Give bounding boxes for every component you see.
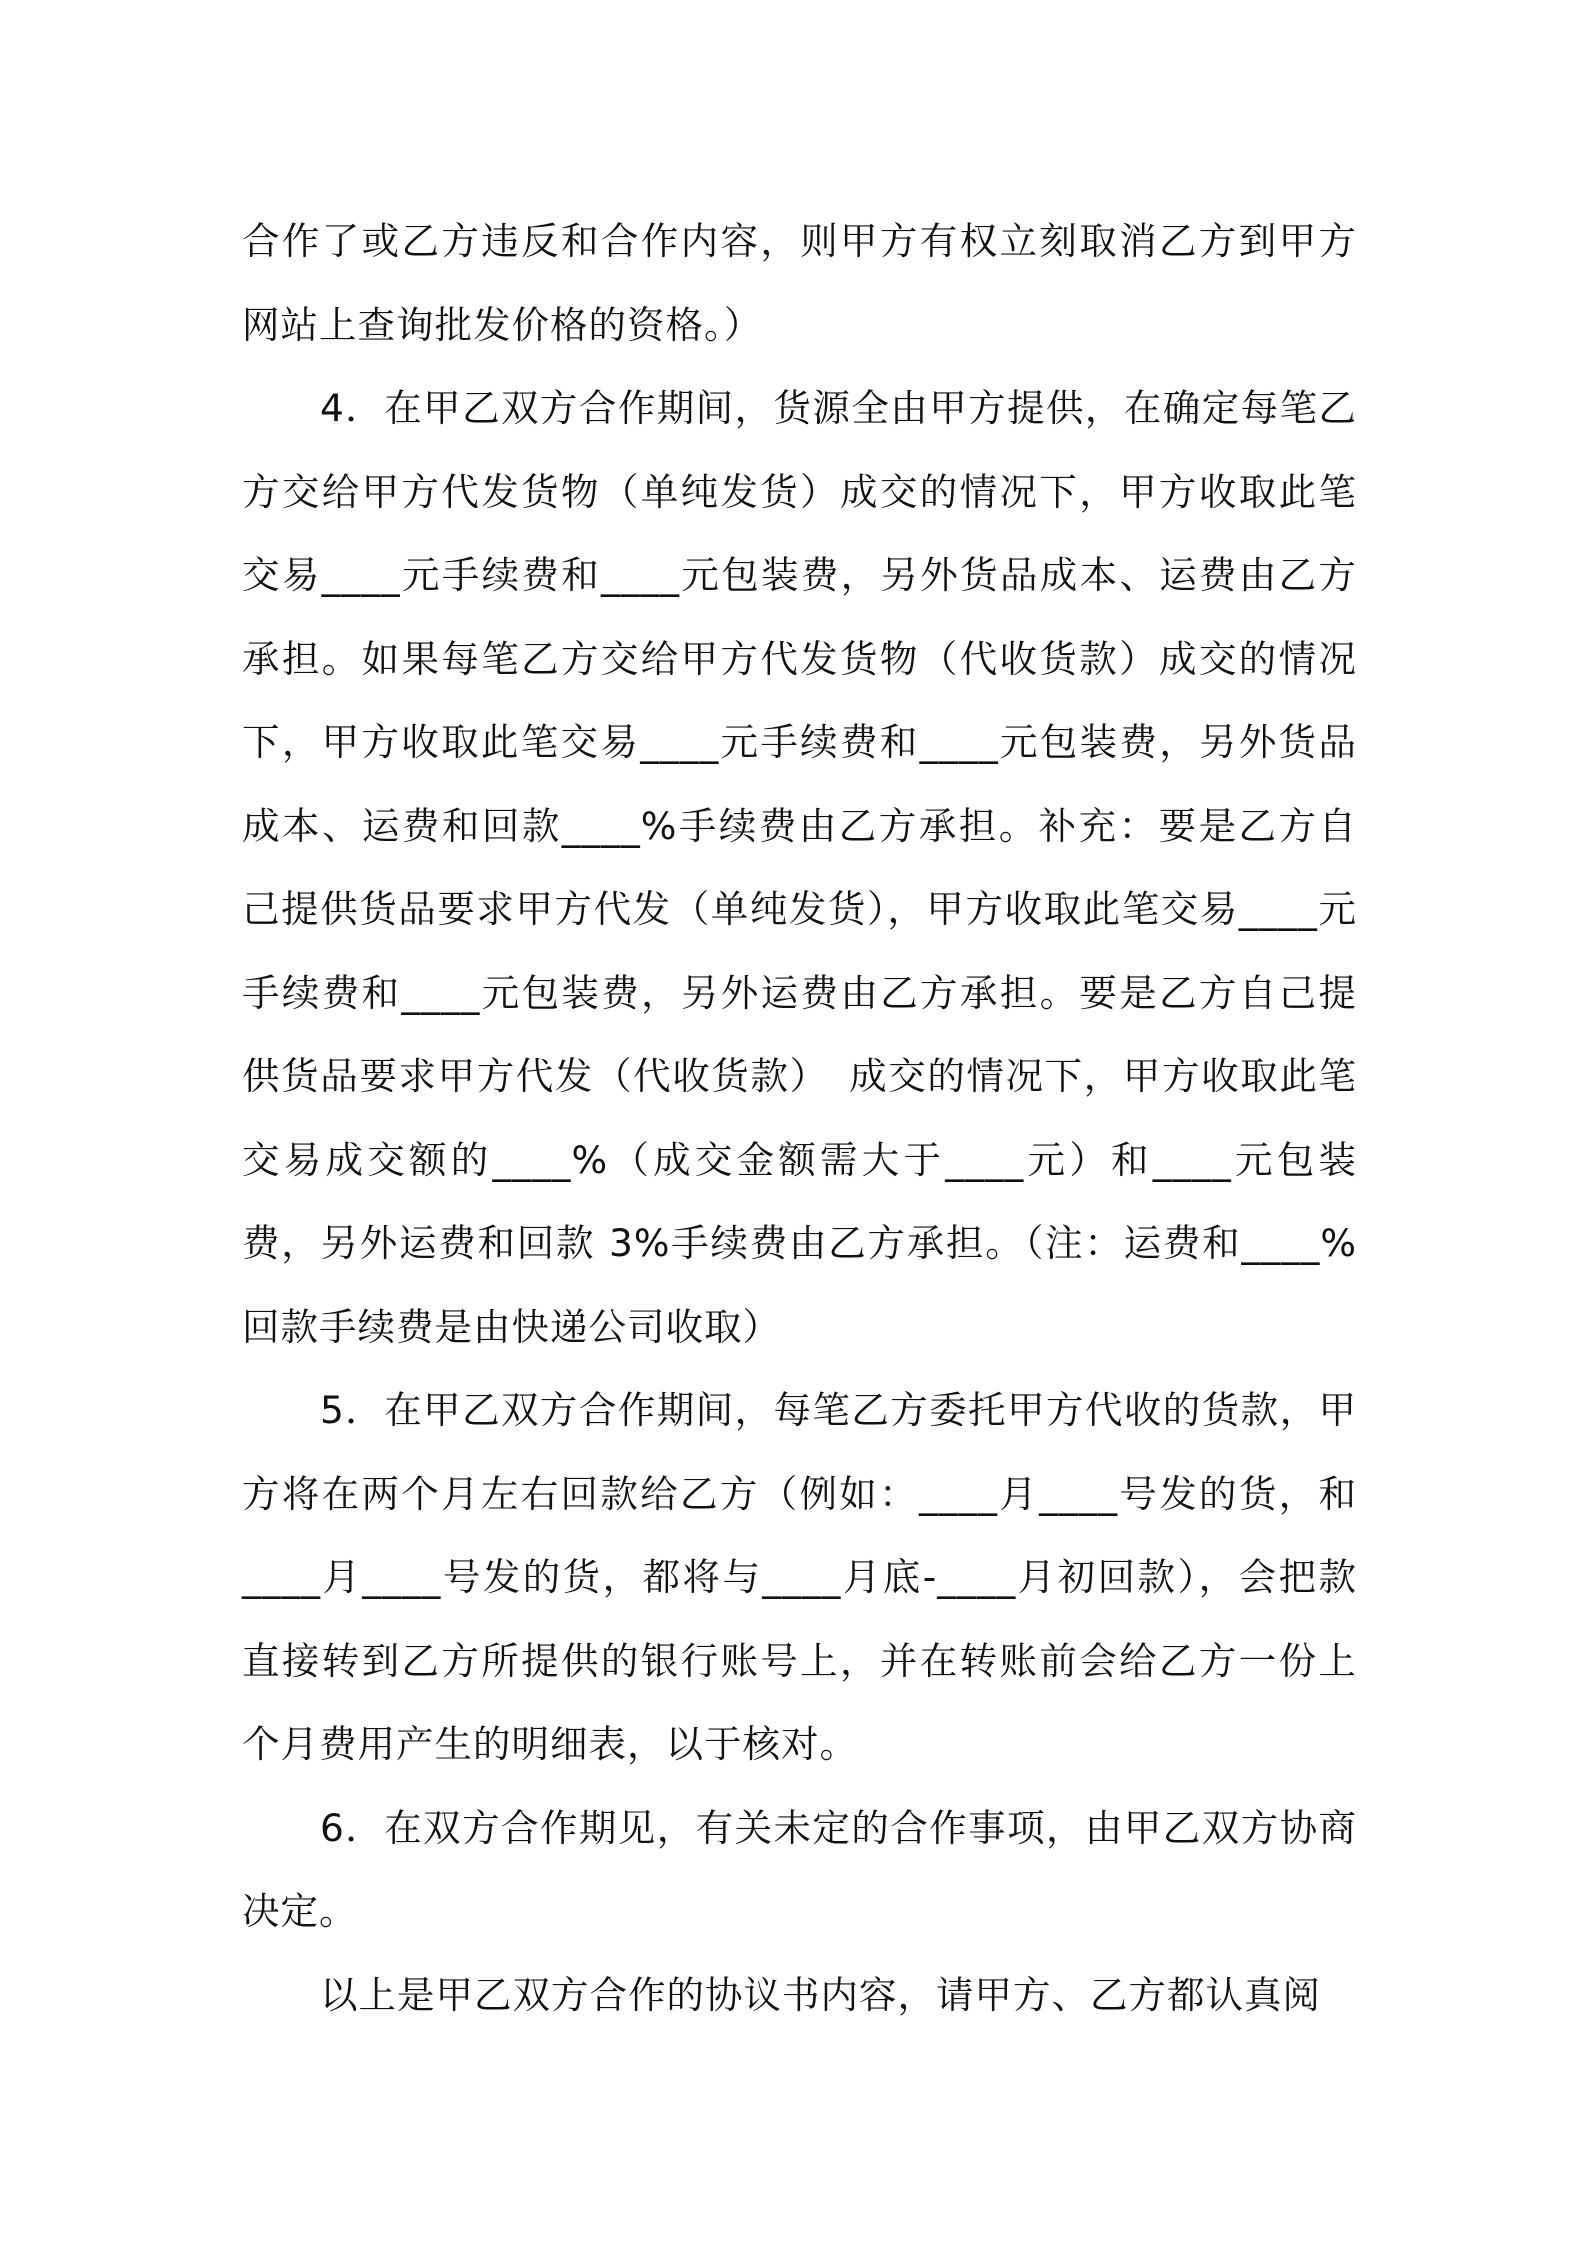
paragraph-clause-4: 4．在甲乙双方合作期间，货源全由甲方提供，在确定每笔乙方交给甲方代发货物（单纯发货）成交的情况下，甲方收取此笔交易____元手续费和____元包装费，另外货品成本、运费由乙方承担。如果每笔乙方交给甲方代发货物（代收货款）成交的情况下，甲方收取此笔交易____元手续费和____元包装费，另外货品成本、运费和回款____%手续费由乙方承担。补充：要是乙方自己提供货品要求甲方代发（单纯发货），甲方收取此笔交易____元手续费和____元包装费，另外运费由乙方承担。要是乙方自己提供货品要求甲方代发（代收货款） 成交的情况下，甲方收取此笔交易成交额的____%（成交金额需大于____元）和____元包装费，另外运费和回款 3%手续费由乙方承担。（注：运费和____%回款手续费是由快递公司收取）: [242, 386, 1357, 1349]
paragraph-clause-5: 5．在甲乙双方合作期间，每笔乙方委托甲方代收的货款，甲方将在两个月左右回款给乙方（例如：____月____号发的货，和____月____号发的货，都将与____月底-____月初回款），会把款直接转到乙方所提供的银行账号上，并在转账前会给乙方一份上个月费用产生的明细表，以于核对。: [242, 1388, 1357, 1766]
document-body: [242, 200, 1357, 2037]
paragraph-closing: 以上是甲乙双方合作的协议书内容，请甲方、乙方都认真阅: [320, 1972, 1321, 2017]
paragraph-clause-6: 6．在双方合作期见，有关未定的合作事项，由甲乙双方协商决定。: [242, 1805, 1357, 1933]
paragraph-clause-3-continued: 合作了或乙方违反和合作内容，则甲方有权立刻取消乙方到甲方网站上查询批发价格的资格。）: [242, 219, 1357, 347]
